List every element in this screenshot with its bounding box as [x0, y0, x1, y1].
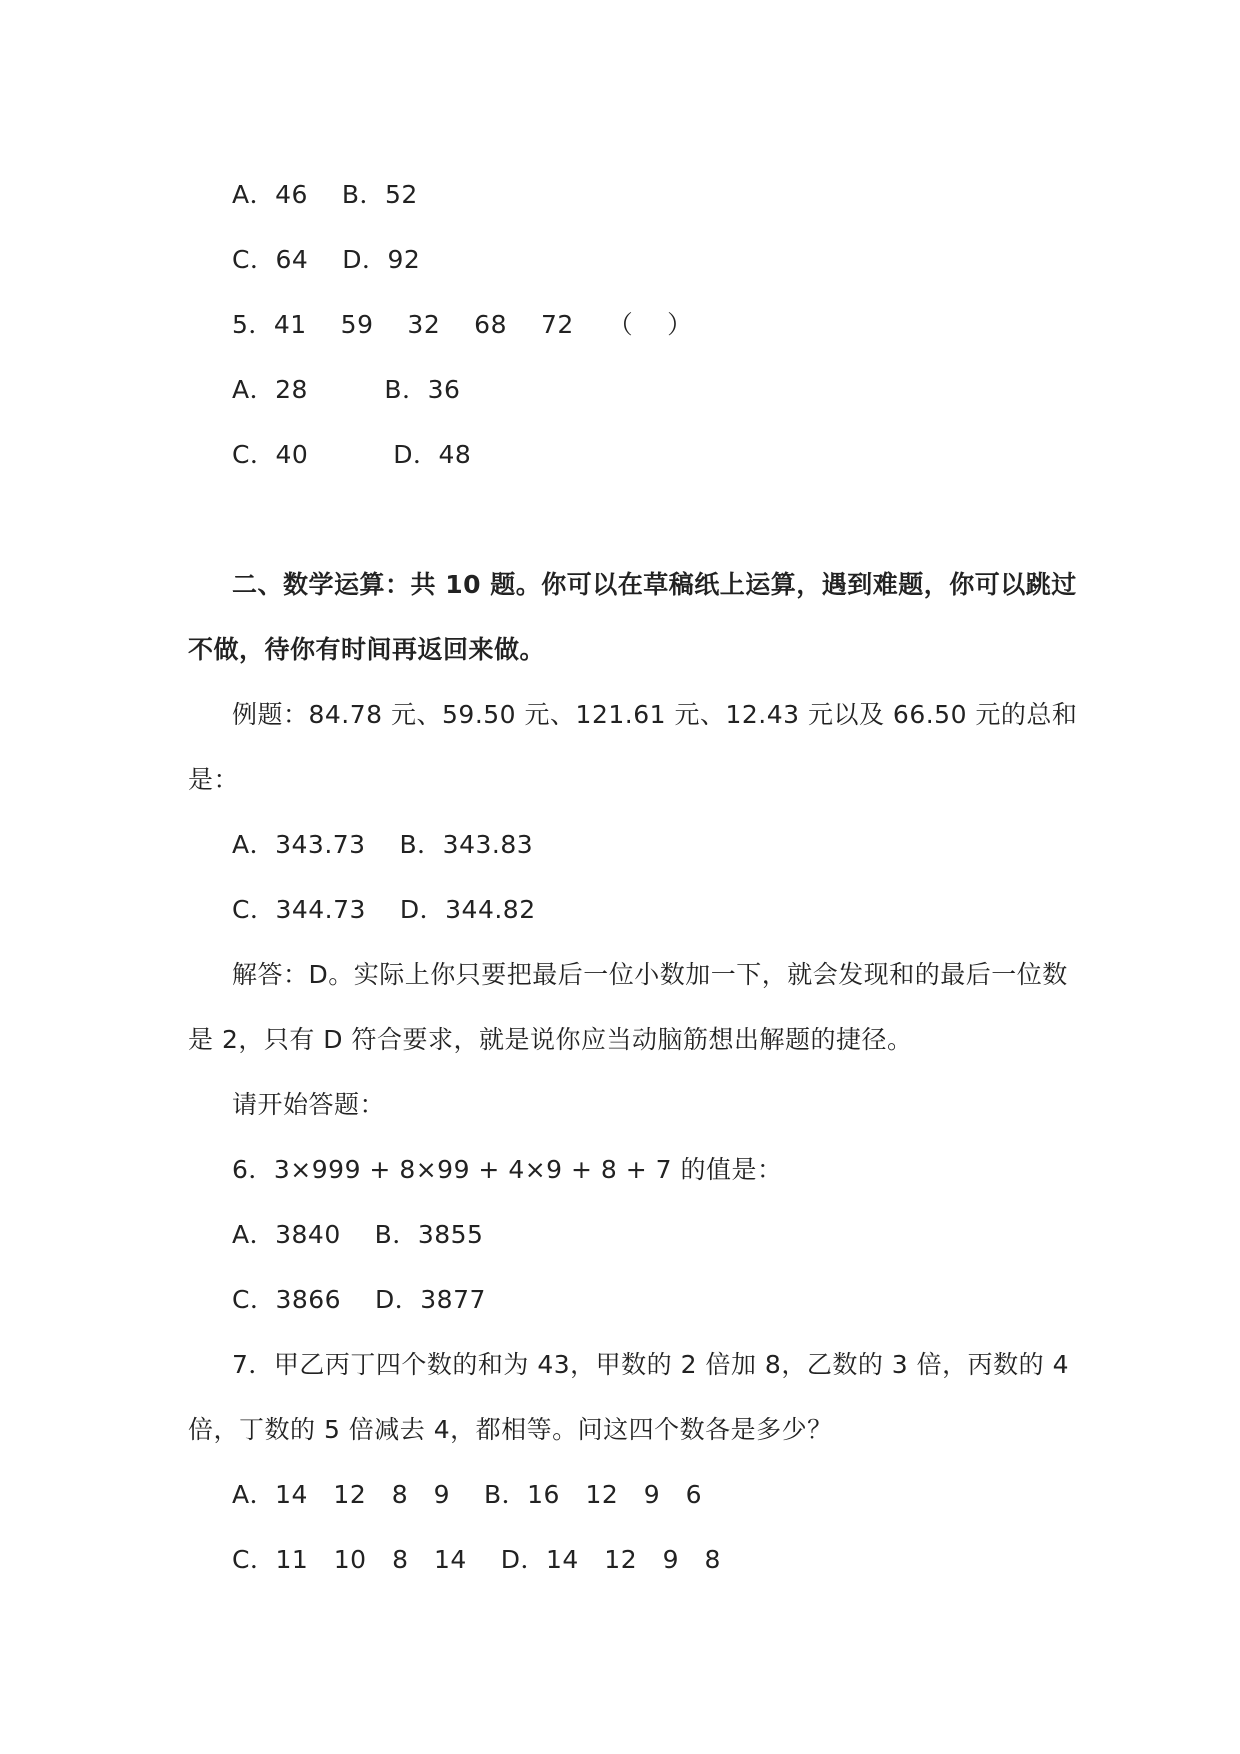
section-heading: 二、数学运算：共 10 题。你可以在草稿纸上运算，遇到难题，你可以跳过 [232, 570, 1077, 599]
example-options-ab: A．343.73 B．343.83 [232, 830, 534, 859]
q4-options-ab: A．46 B．52 [232, 180, 418, 209]
example-options-cd: C．344.73 D．344.82 [232, 895, 536, 924]
example-answer: 解答：D。实际上你只要把最后一位小数加一下，就会发现和的最后一位数 [232, 960, 1068, 989]
q5-options-cd: C．40 D．48 [232, 440, 472, 469]
q4-options-cd: C．64 D．92 [232, 245, 421, 274]
question-7-cont: 倍，丁数的 5 倍减去 4，都相等。问这四个数各是多少？ [188, 1415, 833, 1444]
start-instruction: 请开始答题： [232, 1090, 386, 1119]
question-5: 5．41 59 32 68 72 （ ） [232, 310, 693, 339]
question-6: 6．3×999 + 8×99 + 4×9 + 8 + 7 的值是： [232, 1155, 783, 1184]
q7-options-cd: C．11 10 8 14 D．14 12 9 8 [232, 1545, 721, 1574]
example-question: 例题：84.78 元、59.50 元、121.61 元、12.43 元以及 66.50 元的总和 [232, 700, 1078, 729]
q7-options-ab: A．14 12 8 9 B．16 12 9 6 [232, 1480, 703, 1509]
q6-options-cd: C．3866 D．3877 [232, 1285, 486, 1314]
example-question-cont: 是： [188, 765, 240, 794]
q5-options-ab: A．28 B．36 [232, 375, 461, 404]
example-answer-cont: 是 2，只有 D 符合要求，就是说你应当动脑筋想出解题的捷径。 [188, 1025, 913, 1054]
q6-options-ab: A．3840 B．3855 [232, 1220, 484, 1249]
section-heading-cont: 不做，待你有时间再返回来做。 [188, 635, 546, 664]
question-7: 7．甲乙丙丁四个数的和为 43，甲数的 2 倍加 8，乙数的 3 倍，丙数的 4 [232, 1350, 1069, 1379]
